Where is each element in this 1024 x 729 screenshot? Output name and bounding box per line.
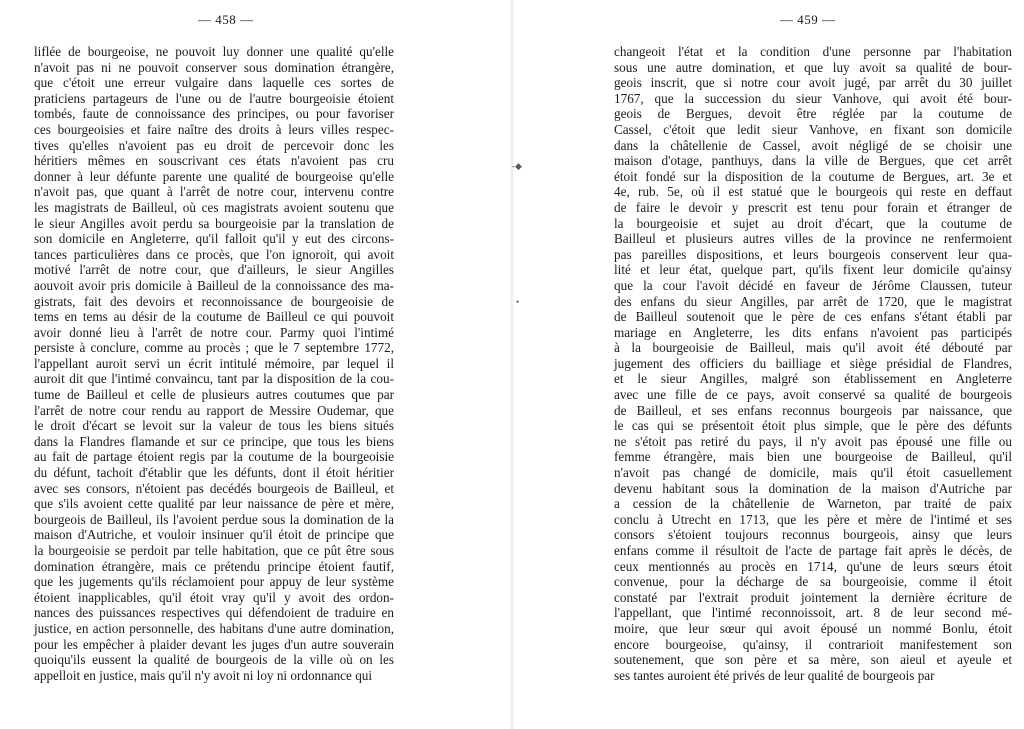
text-line: que les jugements qu'ils réclamoient pour appuy de leur système (34, 574, 394, 590)
text-line: à la bourgeoisie de Bailleul, mais qu'il avoit été débouté par (614, 340, 1012, 356)
text-line: l'arrêt de notre cour rendu au rapport de Messire Oudemar, que (34, 402, 394, 418)
text-line: tives qu'elles n'avoient pas eu droit de percevoir donc les (34, 137, 394, 153)
text-line: ces bourgeoisies et faire naître des droits à leurs villes respec- (34, 121, 394, 137)
text-line: que s'ils avoient cette qualité par leur naissance de père et mère, (34, 496, 394, 512)
text-line: la bourgeoisie et sujet au droit d'écart, que la coutume de (614, 215, 1012, 231)
text-line: praticiens partageurs de l'une ou de l'autre bourgeoisie étoient (34, 90, 394, 106)
text-line: bourgeois de Bailleul, ils l'avoient perdue sous la domination de la (34, 511, 394, 527)
text-line: la bourgeoisie se perdoit par telle habitation, que ce pût être sous (34, 543, 394, 558)
text-line: gistrats, fait des devoirs et reconnoissance de bourgeoisie de (34, 293, 394, 309)
text-line: Bailleul et plusieurs autres villes de la province ne renfermoient (614, 231, 1012, 247)
text-line: avec une fille de ce pays, avoit conservé sa qualité de bourgeois (614, 387, 1012, 403)
text-line: tombés, faute de connoissance des principes, ou pour favoriser (34, 106, 394, 122)
text-line: des enfans du sieur Angilles, par arrêt de 1720, que le magistrat (614, 293, 1012, 309)
text-line: constaté par l'extrait produit jointement la dernière écriture de (614, 589, 1012, 605)
text-line: n'avoit pas changé de domicile, mais qu'il étoit casuellement (614, 465, 1012, 481)
text-line: que la cour l'avoit décidé en faveur de Jérôme Claussen, tuteur (614, 277, 1012, 293)
text-line: le cas qui se présentoit étoit plus simple, que le père des défunts (614, 418, 1012, 434)
text-line: geois inscrit, que si notre cour avoit jugé, par arrêt du 30 juillet (614, 75, 1012, 91)
text-line: étoient inapplicables, qu'il étoit vray qu'il y avoit des ordon- (34, 589, 394, 605)
binding-mark: • (516, 297, 520, 307)
text-line: consors s'étoient toujours reconnus bourgeois, ainsy que leurs (614, 527, 1012, 543)
text-line: tume de Bailleul et celle de plusieurs autres coutumes que par (34, 387, 394, 403)
text-line: auroit dit que l'intimé convaincu, tant par la disposition de la cou- (34, 371, 394, 387)
text-line: liflée de bourgeoise, ne pouvoit luy donner une qualité qu'elle (34, 44, 394, 59)
text-line: ne s'étoit pas retiré du pays, il n'y avoit pas épousé une fille ou (614, 433, 1012, 449)
text-line: moire, que leur sœur qui avoit épousé un nommé Bonlu, étoit (614, 620, 1012, 636)
text-line: convenue, pour la décharge de sa bourgeoisie, comme il étoit (614, 574, 1012, 590)
text-line: persiste à conclure, comme au procès ; que le 7 septembre 1772, (34, 340, 394, 356)
text-line: geois de Bergues, devoit être réglée par la coutume de (614, 106, 1012, 122)
left-page-text (34, 44, 394, 683)
text-line: 4e, rub. 5e, où il est statué que le bourgeois qui reste en deffaut (614, 184, 1012, 200)
text-line: femme étrangère, mais bien une bourgeoise de Bailleul, qu'il (614, 449, 1012, 465)
text-line: Cassel, c'étoit que ledit sieur Vanhove, en fixant son domicile (614, 121, 1012, 137)
text-line: les magistrats de Bailleul, où ces magistrats avoient soutenu que (34, 199, 394, 215)
text-line: n'avoit pas ni ne pouvoit conserver sous domination étrangère, (34, 59, 394, 75)
text-line: lité et leur état, quelque part, qu'ils fixent leur domicile qu'ainsy (614, 262, 1012, 278)
page-number-left: — 458 — (198, 12, 254, 27)
text-line: de faire le devoir y prescrit est tenu pour forain et étranger de (614, 199, 1012, 215)
text-line: pas pareilles dispositions, et leurs bourgeois conservent leur qua- (614, 246, 1012, 262)
text-line: le sieur Angilles avoit perdu sa bourgeoisie par la translation de (34, 215, 394, 231)
text-line: son domicile en Angleterre, qu'il falloit qu'il y eut des circons- (34, 231, 394, 247)
text-line: 1767, que la succession du sieur Vanhove, qui avoit été bour- (614, 90, 1012, 106)
text-line: maison d'Autriche, et vouloir insinuer qu'il étoit de principe que (34, 527, 394, 543)
text-line: domination étrangère, mais ce prétendu principe étoient fautif, (34, 558, 394, 574)
page-number-right: — 459 — (780, 12, 836, 27)
text-line: de Bailleul soutenoit que le père de ces enfans s'étant établi par (614, 309, 1012, 325)
text-line: soutenement, que son père et sa mère, son aieul et ayeule et (614, 652, 1012, 668)
text-line: motivé l'arrêt de notre cour, que d'ailleurs, le sieur Angilles (34, 262, 394, 278)
text-line: maison d'otage, panthuys, dans la ville de Bergues, que cet arrêt (614, 153, 1012, 169)
text-line: enfans comme il résultoit de l'acte de partage fait après le décès, de (614, 543, 1012, 558)
right-page-text (614, 44, 1012, 683)
text-line: conclu à Utrecht en 1713, que les père et mère de l'intimé et ses (614, 511, 1012, 527)
text-line: héritiers mêmes en souscrivant ces états n'avoient pas cru (34, 153, 394, 169)
text-line: nances des puissances respectives qui défendoient de traduire en (34, 605, 394, 621)
text-line: a cession de la châtellenie de Warneton, par traité de paix (614, 496, 1012, 512)
text-line: tances particulières dans ce procès, que l'on ignoroit, qui avoit (34, 246, 394, 262)
text-line: de Bailleul, et ses enfans reconnus bourgeois par naissance, que (614, 402, 1012, 418)
text-line: devenu habitant sous la domination de la maison d'Autriche par (614, 480, 1012, 496)
text-line: donner à leur défunte parente une qualité de bourgeoise qu'elle (34, 168, 394, 184)
text-line: pour les empêcher à plaider devant les juges d'un autre souverain (34, 636, 394, 652)
text-line: dans la Flandres flamande et sur ce principe, que tous les biens (34, 433, 394, 449)
text-line: changeoit l'état et la condition d'une personne par l'habitation (614, 44, 1012, 59)
text-line: dans la châtellenie de Cassel, avoit négligé de se choisir une (614, 137, 1012, 153)
text-line: justice, en action personnelle, des habitans d'une autre domination, (34, 620, 394, 636)
text-line: l'appellant auroit servi un écrit intitulé mémoire, par lequel il (34, 355, 394, 371)
text-line: n'avoit pas, que quant à l'arrêt de notre cour, intervenu contre (34, 184, 394, 200)
binding-mark: -◆ (512, 161, 522, 171)
text-line: appelloit en justice, mais qu'il n'y avoit ni loy ni ordonnance qui (34, 667, 373, 683)
text-line: avec ses consors, n'étoient pas decédés bourgeois de Bailleul, et (34, 480, 394, 496)
text-line: encore bourgeoise, qu'ainsy, il contrarioit manifestement son (614, 636, 1012, 652)
text-line: que c'étoit une erreur vulgaire dans laquelle ces sortes de (34, 75, 394, 91)
right-page (512, 0, 1024, 729)
text-line: mariage en Angleterre, les dits enfans n'avoient pas participés (614, 324, 1012, 340)
text-line: aouvoit avoir pris domicile à Bailleul de la connoissance des ma- (34, 277, 394, 293)
text-line: au fait de partage étoient regis par la coutume de la bourgeoisie (34, 449, 394, 465)
text-line: ses tantes auroient été privés de leur qualité de bourgeois par (614, 667, 935, 683)
text-line: tems en tems au désir de la coutume de Bailleul ce qui pouvoit (34, 309, 394, 325)
text-line: jugement des officiers du bailliage et siège présidial de Flandres, (614, 355, 1012, 371)
text-line: le droit d'écart se levoit sur la valeur de tous les biens situés (34, 418, 394, 434)
text-line: du défunt, tachoit d'établir que les défunts, dont il étoit héritier (34, 465, 394, 481)
text-line: l'appellant, que l'intimé reconnoissoit, art. 8 de leur second mé- (614, 605, 1012, 621)
text-line: sous une autre domination, et que luy avoit sa qualité de bour- (614, 59, 1012, 75)
text-line: avoir donné lieu à l'arrêt de notre cour. Parmy quoi l'intimé (34, 324, 394, 340)
text-line: et le sieur Angilles, malgré son établissement en Angleterre (614, 371, 1012, 387)
text-line: étoit fondé sur la disposition de la coutume de Bergues, art. 3e et (614, 168, 1012, 184)
text-line: quoiqu'ils eussent la qualité de bourgeois de la ville où on les (34, 652, 394, 668)
text-line: ceux mentionnés au procès en 1714, qu'une de leurs sœurs étoit (614, 558, 1012, 574)
